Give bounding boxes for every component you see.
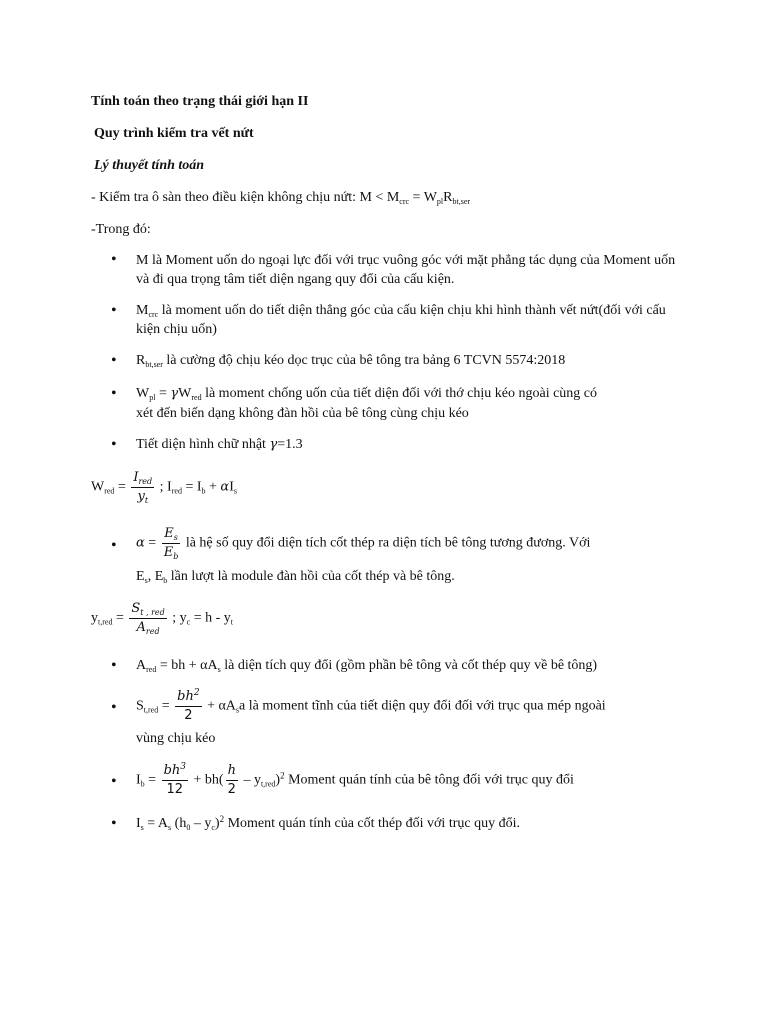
bullet-marker: • — [111, 657, 117, 674]
bullet-mcrc-line2: kiện chịu uốn) — [136, 322, 217, 337]
formula-yt: $y_{t,red}$ = $\frac{S_{t , red}}{A_{red}}$ ; $y_c = h - y_t$ — [91, 601, 234, 636]
bullet-marker: • — [111, 251, 117, 268]
bullet-mcrc-line1: $M_{crc}$ là moment uốn do tiết diện thẳng góc của cấu kiện chịu khi hình thành vết nứt(đối với cấu — [136, 303, 666, 319]
bullet-alpha-line1: α = $\frac{E_s}{E_b}$ là hệ số quy đổi diện tích cốt thép ra diện tích bê tông tương đương. Với — [136, 526, 591, 561]
bullet-marker: • — [111, 385, 117, 402]
bullet-m-line1: M là Moment uốn do ngoại lực đối với trục vuông góc với mặt phẳng tác dụng của Moment uốn — [136, 253, 676, 268]
sub-heading: Quy trình kiểm tra vết nứt — [94, 126, 254, 141]
fraction: $\frac{bh^2}{2}$ — [177, 688, 200, 723]
where-label: -Trong đó: — [91, 222, 151, 237]
bullet-section: Tiết diện hình chữ nhật γ=1.3 — [136, 437, 303, 452]
fraction: $\frac{h}{2}$ — [227, 763, 236, 797]
check-condition: - Kiểm tra ô sàn theo điều kiện không chịu nứt: $M < M_{crc} = W_{pl}R_{bt,ser}$ — [91, 190, 471, 206]
bullet-st-line1: $S_{t,red}$ = $\frac{bh^2}{2}$ + $\alpha A_sa$ là moment tĩnh của tiết diện quy đổi đối với trục qua mép ngoài — [136, 688, 606, 723]
bullet-alpha-line2: $E_s$, $E_b$ lần lượt là module đàn hồi của cốt thép và bê tông. — [136, 569, 455, 585]
bullet-m-line2: và đi qua trọng tâm tiết diện ngang quy đổi của cấu kiện. — [136, 272, 455, 287]
fraction: $\frac{S_{t , red}}{A_{red}}$ — [131, 601, 165, 636]
fraction: $\frac{bh^3}{12}$ — [163, 762, 187, 797]
bullet-marker: • — [111, 773, 117, 790]
bullet-marker: • — [111, 302, 117, 319]
bullet-wpl-line1: $W_{pl} = \gamma W_{red}$ là moment chống uốn của tiết diện đối với thớ chịu kéo ngoài cùng có — [136, 386, 598, 402]
theory-heading: Lý thuyết tính toán — [94, 158, 205, 173]
bullet-wpl-line2: xét đến biến dạng không đàn hồi của bê tông cùng chịu kéo — [136, 406, 469, 421]
formula-wred: $W_{red}$ = $\frac{I_{red}}{y_t}$ ; $I_{red} = I_b + \alpha I_s$ — [91, 470, 237, 505]
bullet-marker: • — [111, 699, 117, 716]
main-heading: Tính toán theo trạng thái giới hạn II — [91, 94, 309, 109]
bullet-marker: • — [111, 352, 117, 369]
bullet-ib: $I_b$ = $\frac{bh^3}{12}$ + bh( $\frac{h}{2}$ – $y_{t,red})^2$ Moment quán tính của bê tông đối với trục quy đổi — [136, 762, 574, 797]
bullet-st-line2: vùng chịu kéo — [136, 731, 216, 746]
bullet-ared: $A_{red}$ = bh + $\alpha A_s$ là diện tích quy đổi (gồm phần bê tông và cốt thép quy về bê tông) — [136, 658, 598, 674]
fraction: $\frac{E_s}{E_b}$ — [163, 526, 179, 561]
bullet-marker: • — [111, 436, 117, 453]
bullet-is: $I_s = A_s$ $(h_0 - y_c)^2$ Moment quán tính của cốt thép đối với trục quy đổi. — [136, 814, 520, 832]
bullet-rbt: $R_{bt,ser}$ là cường độ chịu kéo dọc trục của bê tông tra bảng 6 TCVN 5574:2018 — [136, 353, 566, 369]
fraction: $\frac{I_{red}}{y_t}$ — [133, 470, 153, 505]
bullet-marker: • — [111, 537, 117, 554]
bullet-marker: • — [111, 815, 117, 832]
